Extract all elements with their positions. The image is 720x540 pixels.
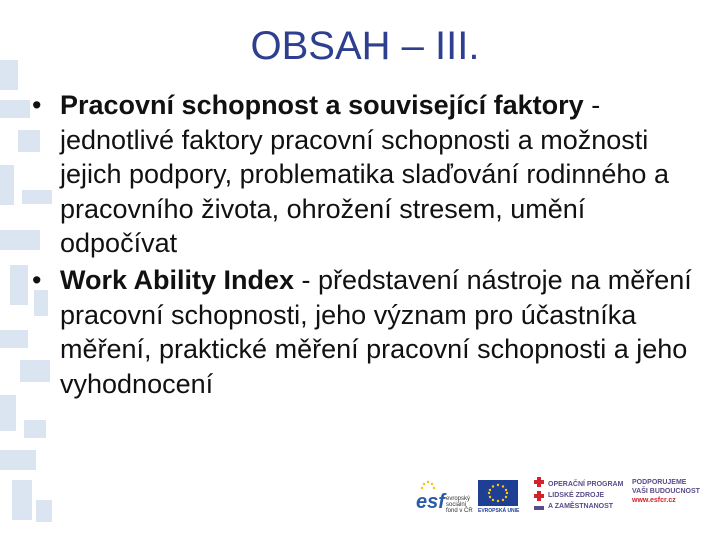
support-url: www.esfcr.cz — [632, 497, 676, 504]
esf-logo-text: esf — [416, 491, 445, 513]
bullet-2-heading: Work Ability Index — [60, 264, 295, 295]
svg-text:evropský: evropský — [446, 496, 471, 502]
bullet-1-text: - jednotlivé faktory pracovní schopnosti a možnosti jejich podpory, problematika slaďování rodinného a pracovního života, ohrožení stresem, umění odpočívat — [60, 90, 669, 259]
svg-text:sociální: sociální — [446, 502, 467, 508]
op-lidske-zdroje-logo — [532, 476, 632, 516]
bullet-dot-icon: • — [32, 264, 42, 295]
support-line-1: PODPORUJEME — [632, 479, 687, 486]
footer-logos — [414, 474, 714, 518]
op-line-1: OPERAČNÍ PROGRAM — [548, 481, 624, 488]
op-line-3: A ZAMĚSTNANOST — [548, 503, 614, 510]
svg-text:fond v ČR: fond v ČR — [446, 508, 473, 514]
slide-content — [32, 88, 692, 403]
support-slogan — [632, 478, 712, 514]
op-line-2: LIDSKÉ ZDROJE — [548, 492, 605, 499]
bullet-dot-icon: • — [32, 90, 42, 120]
support-line-2: VAŠI BUDOUCNOST — [632, 488, 700, 495]
bullet-2-text: - představení nástroje na měření pracovní schopnosti, jeho význam pro účastníka měření, praktické měření pracovní schopnosti a jeho vyhodnocení — [60, 264, 692, 399]
eu-label: EVROPSKÁ UNIE — [478, 508, 520, 514]
bullet-item-2 — [32, 263, 692, 401]
bullet-item-1 — [32, 88, 692, 261]
eu-flag-icon — [476, 478, 526, 514]
slide-title: OBSAH – III. — [250, 24, 480, 68]
bullet-1-heading: Pracovní schopnost a související faktory — [60, 90, 584, 120]
esf-logo — [414, 478, 474, 514]
